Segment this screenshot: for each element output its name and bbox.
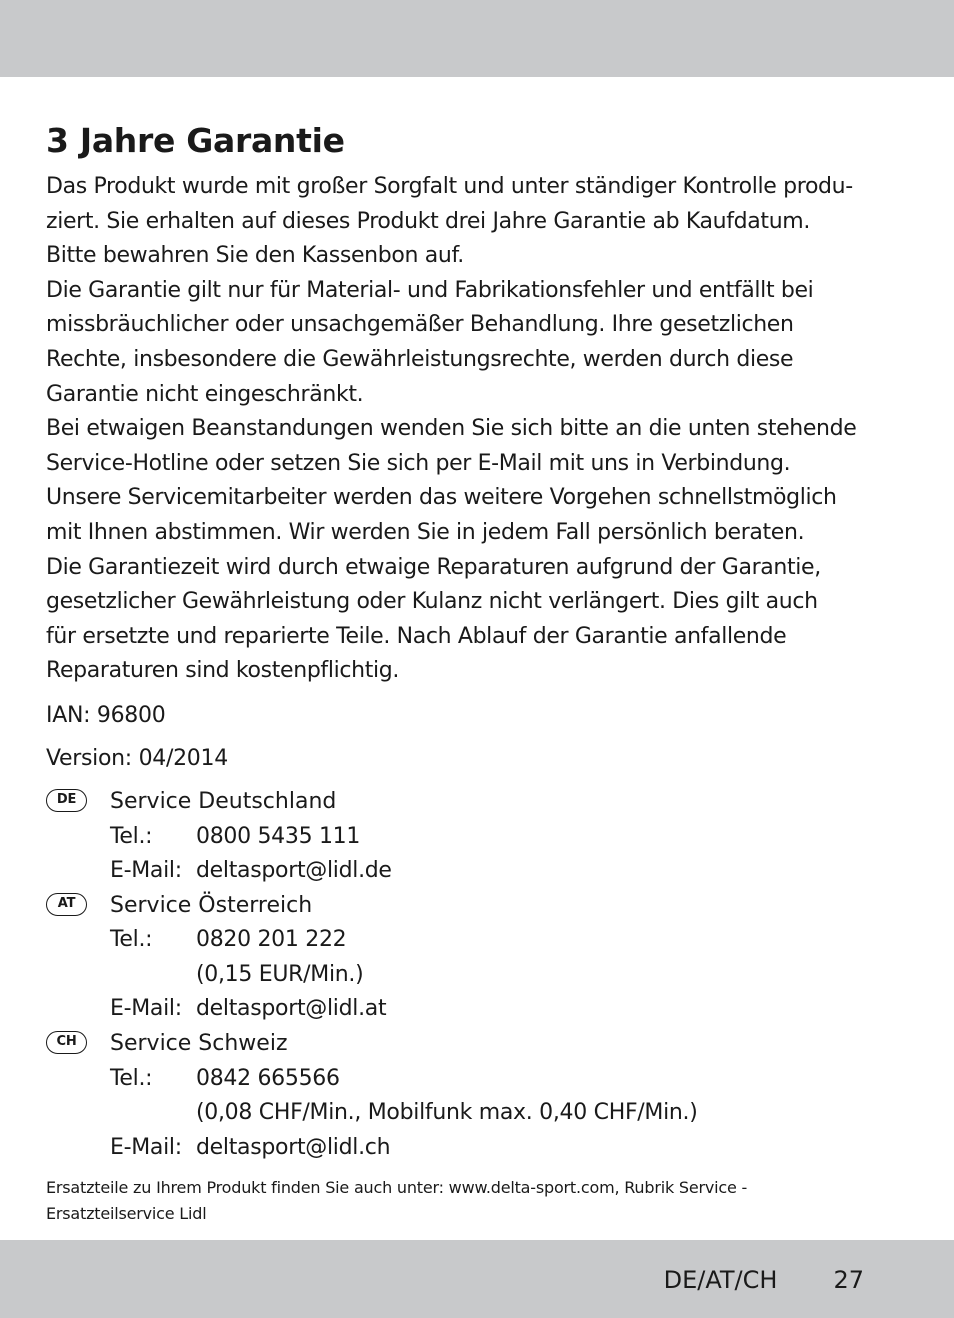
page-footer xyxy=(664,1262,864,1298)
service-ch-email xyxy=(110,1131,916,1166)
country-codes: DE/AT/CH xyxy=(663,1266,778,1294)
service-at-tel-note: (0,15 EUR/Min.) xyxy=(196,961,364,987)
email-label: E-Mail: xyxy=(110,858,182,884)
spare-parts-note: Ersatzteile zu Ihrem Produkt finden Sie auch unter: www.delta-sport.com, Rubrik Service - Ersatzteilservice Lidl xyxy=(46,1178,748,1224)
service-ch-tel-note: (0,08 CHF/Min., Mobilfunk max. 0,40 CHF/Min.) xyxy=(196,1100,698,1126)
service-ch xyxy=(46,1027,916,1165)
paragraph-scope: Die Garantie gilt nur für Material- und Fabrikationsfehler und entfällt bei missbräuchlicher oder unsachgemäßer Behandlung. Ihre gesetzlichen Rechte, insbesondere die Gewährleistungsrechte, werden durch diese Garantie nicht eingeschränkt. xyxy=(46,277,814,407)
paragraph-intro: Das Produkt wurde mit großer Sorgfalt und unter ständiger Kontrolle produ- ziert. Sie erhalten auf dieses Produkt drei Jahre Garantie ab Kaufdatum. Bitte bewahren Sie den Kassenbon auf. xyxy=(46,174,853,269)
ch-badge-icon: CH xyxy=(46,1031,87,1054)
email-label: E-Mail: xyxy=(110,996,182,1022)
tel-label: Tel.: xyxy=(110,927,153,953)
paragraph-period: Die Garantiezeit wird durch etwaige Reparaturen aufgrund der Garantie, gesetzlicher Gewährleistung oder Kulanz nicht verlängert. Dies gilt auch für ersetzte und reparierte Teile. Nach Ablauf der Garantie anfallende Reparaturen sind kostenpflichtig. xyxy=(46,554,821,684)
product-meta xyxy=(46,699,916,776)
version-number: Version: 04/2014 xyxy=(46,745,228,771)
ian-number: IAN: 96800 xyxy=(46,702,166,728)
tel-value: 0842 665566 xyxy=(196,1065,340,1091)
tel-label: Tel.: xyxy=(110,823,153,849)
de-badge-icon: DE xyxy=(46,789,87,812)
service-ch-tel xyxy=(110,1062,916,1097)
service-de xyxy=(46,785,916,889)
header-band xyxy=(0,0,954,77)
service-ch-title: Service Schweiz xyxy=(110,1031,288,1057)
tel-value: 0820 201 222 xyxy=(196,927,347,953)
service-at-title: Service Österreich xyxy=(110,892,313,918)
page-number: 27 xyxy=(833,1266,864,1294)
service-contacts xyxy=(46,785,916,1166)
service-at xyxy=(46,889,916,1027)
tel-value: 0800 5435 111 xyxy=(196,823,361,849)
service-at-email xyxy=(110,992,916,1027)
paragraph-complaints: Bei etwaigen Beanstandungen wenden Sie sich bitte an die unten stehende Service-Hotline oder setzen Sie sich per E-Mail mit uns in Verbindung. Unsere Servicemitarbeiter werden das weitere Vorgehen schnellstmöglich mit Ihnen abstimmen. Wir werden Sie in jedem Fall persönlich beraten. xyxy=(46,416,857,545)
service-de-email xyxy=(110,854,916,889)
warranty-text xyxy=(46,170,916,689)
tel-label: Tel.: xyxy=(110,1065,153,1091)
service-de-tel xyxy=(110,820,916,855)
service-at-tel xyxy=(110,923,916,958)
email-link[interactable]: deltasport@lidl.ch xyxy=(196,1134,391,1160)
service-de-title: Service Deutschland xyxy=(110,788,337,814)
email-link[interactable]: deltasport@lidl.de xyxy=(196,858,392,884)
email-link[interactable]: deltasport@lidl.at xyxy=(196,996,387,1022)
page-title: 3 Jahre Garantie xyxy=(46,121,345,160)
at-badge-icon: AT xyxy=(46,893,87,916)
email-label: E-Mail: xyxy=(110,1134,182,1160)
page-content xyxy=(46,118,916,1227)
